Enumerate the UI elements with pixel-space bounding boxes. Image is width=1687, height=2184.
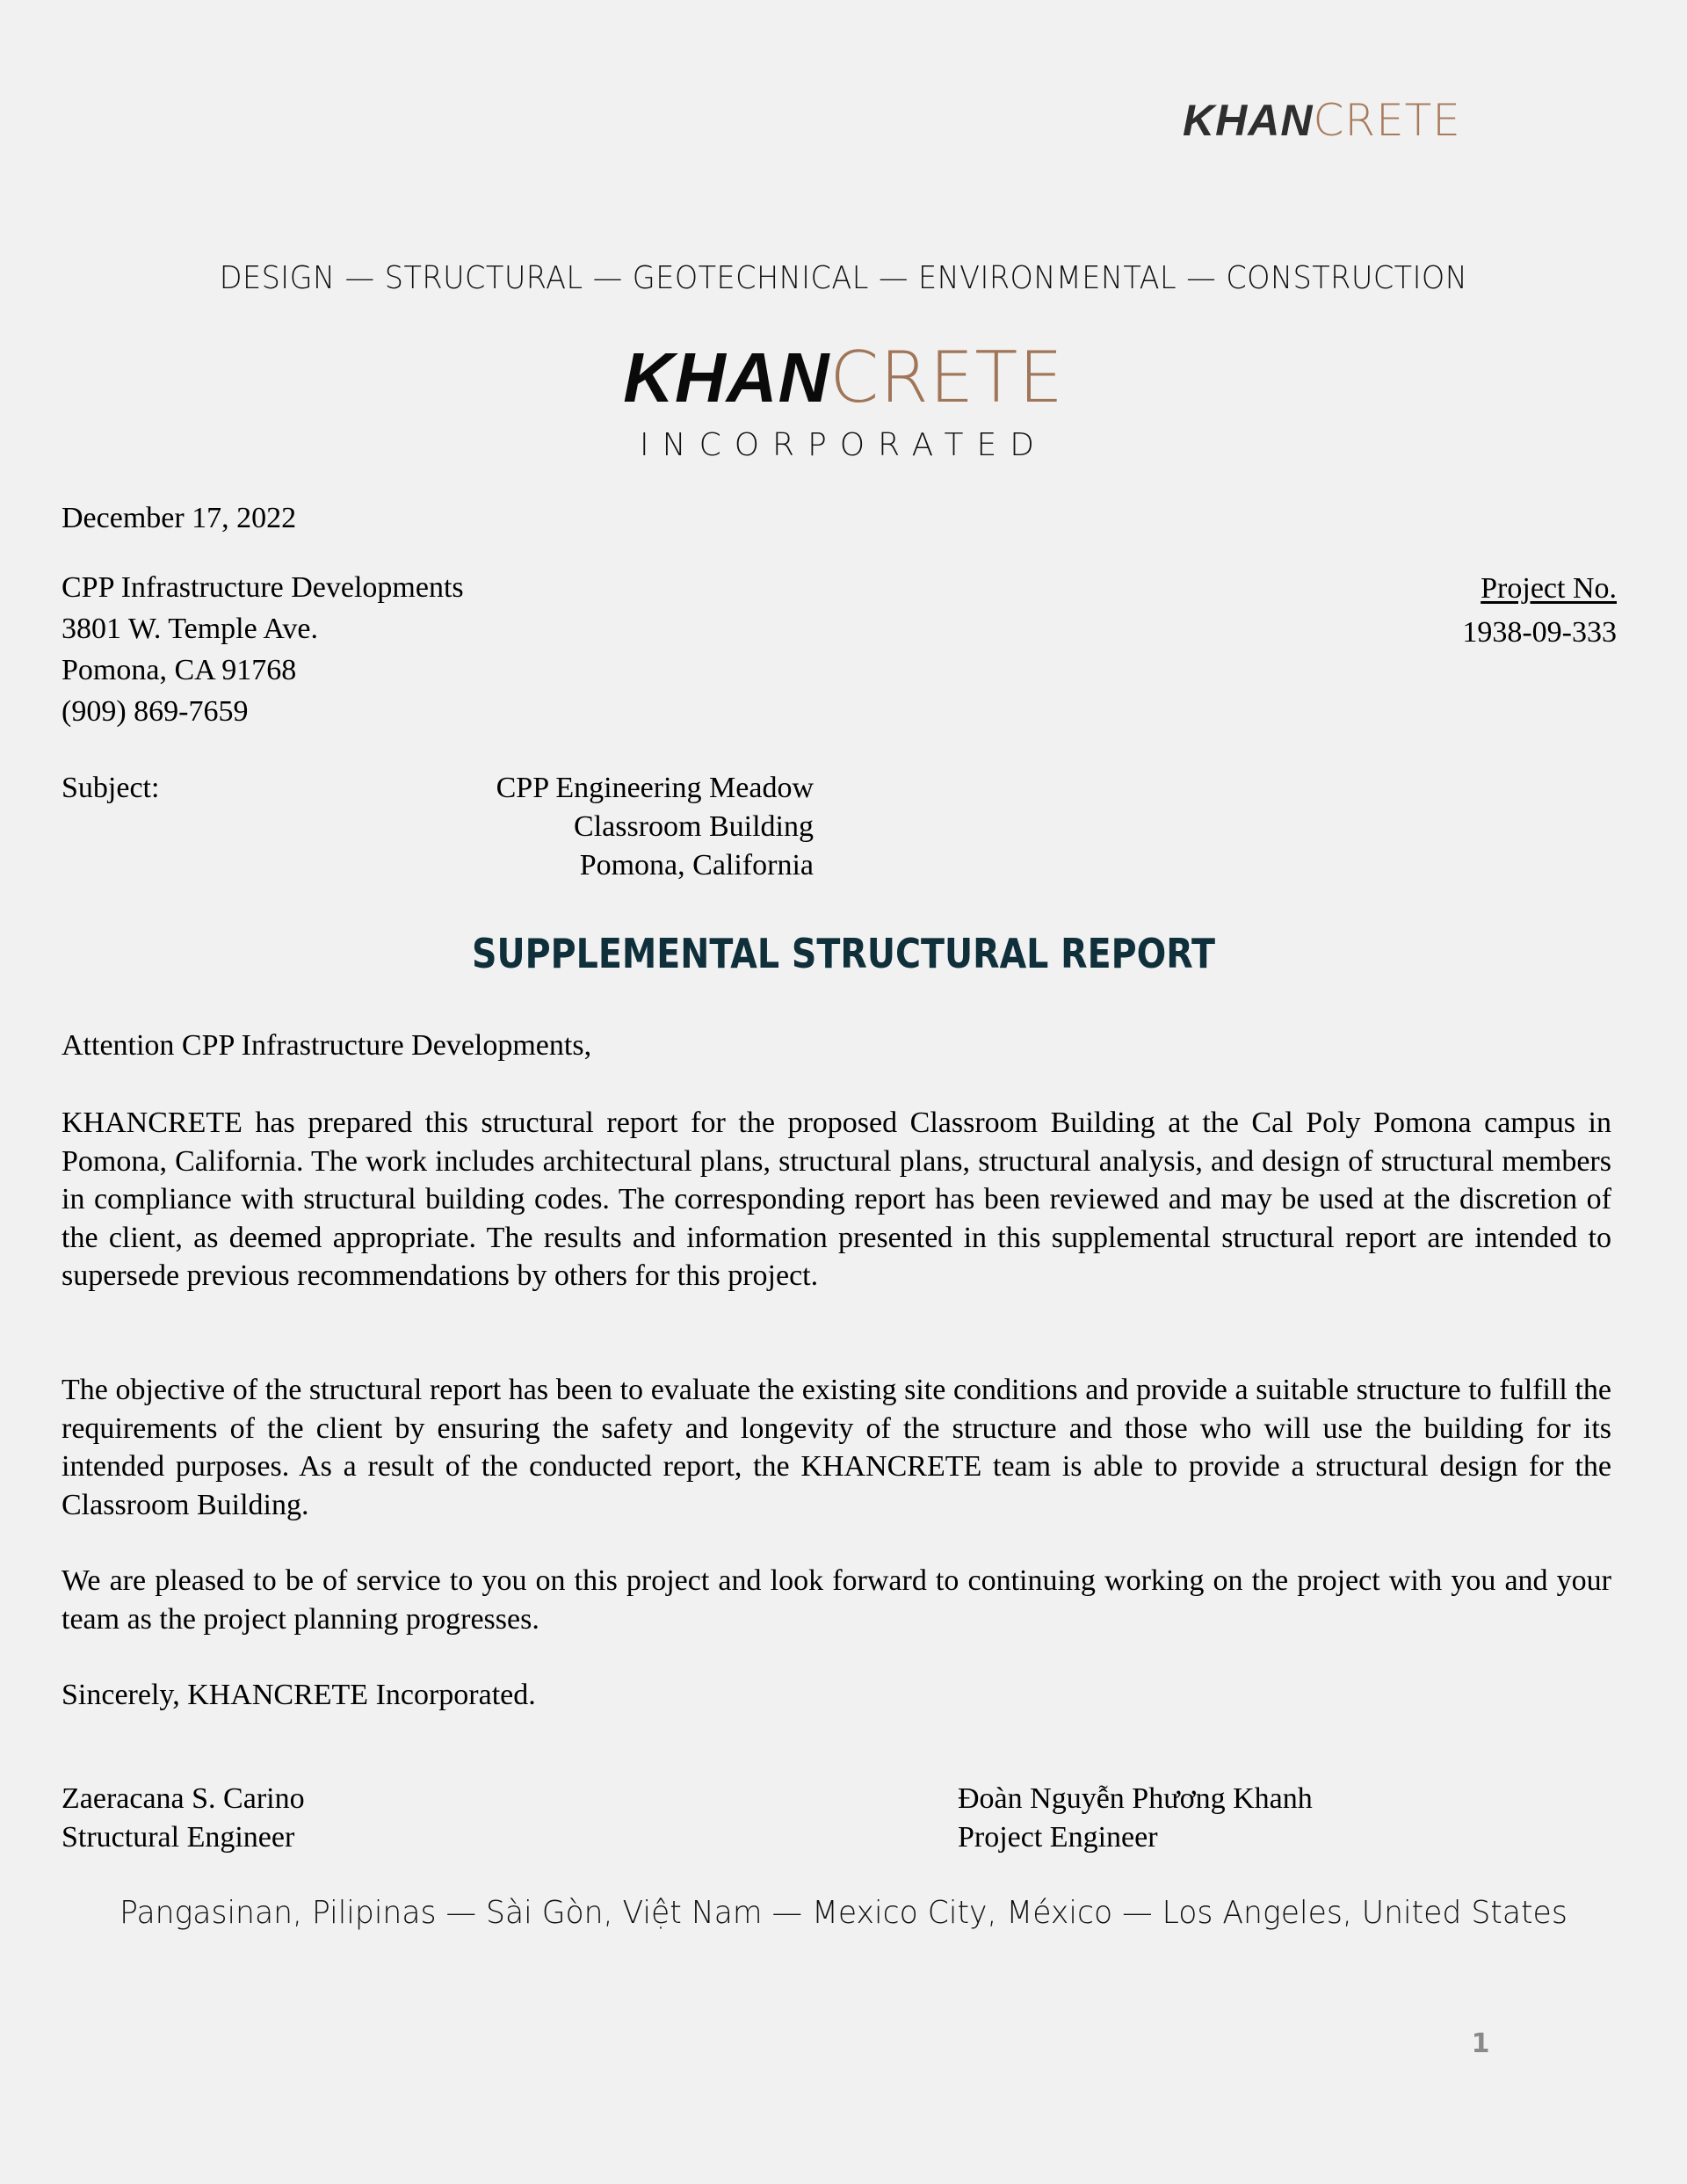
signatory-structural-engineer	[62, 1780, 305, 1857]
office-locations: Pangasinan, Pilipinas — Sài Gòn, Việt Nam — Mexico City, México — Los Angeles, United States	[119, 1895, 1568, 1931]
subject-label: Subject:	[62, 772, 160, 804]
project-number-label: Project No.	[1481, 572, 1617, 605]
letter-date: December 17, 2022	[62, 502, 297, 534]
logo-subtitle: INCORPORATED	[640, 427, 1047, 463]
signatory-role: Project Engineer	[958, 1821, 1158, 1854]
subject-line: Classroom Building	[574, 810, 814, 843]
logo-small-bold: KHAN	[1183, 96, 1314, 145]
logo-main-bold: KHAN	[623, 338, 830, 417]
subject-line: CPP Engineering Meadow	[496, 772, 814, 804]
recipient-name: CPP Infrastructure Developments	[62, 571, 464, 604]
project-number-block	[1462, 567, 1617, 655]
logo-main-light: CRETE	[829, 337, 1064, 418]
signatory-name: Zaeracana S. Carino	[62, 1782, 305, 1815]
recipient-street: 3801 W. Temple Ave.	[62, 613, 318, 645]
body-paragraph: The objective of the structural report has been to evaluate the existing site conditions and provide a suitable structure to fulfill the requirements of the client by ensuring the safety and longevity of the structure and those who will use the building for its intended purposes. As a result of the conducted report, the KHANCRETE team is able to provide a structural design for the Classroom Building.	[62, 1374, 1611, 1521]
page-number: 1	[1471, 2028, 1490, 2059]
logo-small-light: CRETE	[1313, 95, 1461, 146]
report-title: SUPPLEMENTAL STRUCTURAL REPORT	[472, 930, 1215, 977]
closing: Sincerely, KHANCRETE Incorporated.	[62, 1679, 536, 1711]
header-logo-small	[1183, 95, 1461, 146]
recipient-phone: (909) 869-7659	[62, 695, 249, 728]
signatory-role: Structural Engineer	[62, 1821, 295, 1854]
recipient-city: Pomona, CA 91768	[62, 654, 297, 686]
signatory-project-engineer	[958, 1780, 1313, 1857]
recipient-address	[62, 567, 464, 732]
subject-lines	[413, 769, 814, 885]
project-number-value: 1938-09-333	[1462, 616, 1617, 649]
body-paragraph: KHANCRETE has prepared this structural report for the proposed Classroom Building at the Cal Poly Pomona campus in Pomona, California. The work includes architectural plans, structural plans, structural analysis, and design of structural members in compliance with structural building codes. The corresponding report has been reviewed and may be used at the discretion of the client, as deemed appropriate. The results and information presented in this supplemental structural report are intended to supersede previous recommendations by others for this project.	[62, 1107, 1611, 1292]
body-paragraph: We are pleased to be of service to you on this project and look forward to continuing working on the project with you and your team as the project planning progresses.	[62, 1564, 1611, 1636]
signatory-name: Đoàn Nguyễn Phương Khanh	[958, 1782, 1313, 1815]
services-tagline: DESIGN — STRUCTURAL — GEOTECHNICAL — ENVIRONMENTAL — CONSTRUCTION	[219, 260, 1468, 296]
subject-line: Pomona, California	[579, 849, 814, 882]
salutation: Attention CPP Infrastructure Developments,	[62, 1029, 592, 1062]
company-logo	[0, 337, 1687, 418]
